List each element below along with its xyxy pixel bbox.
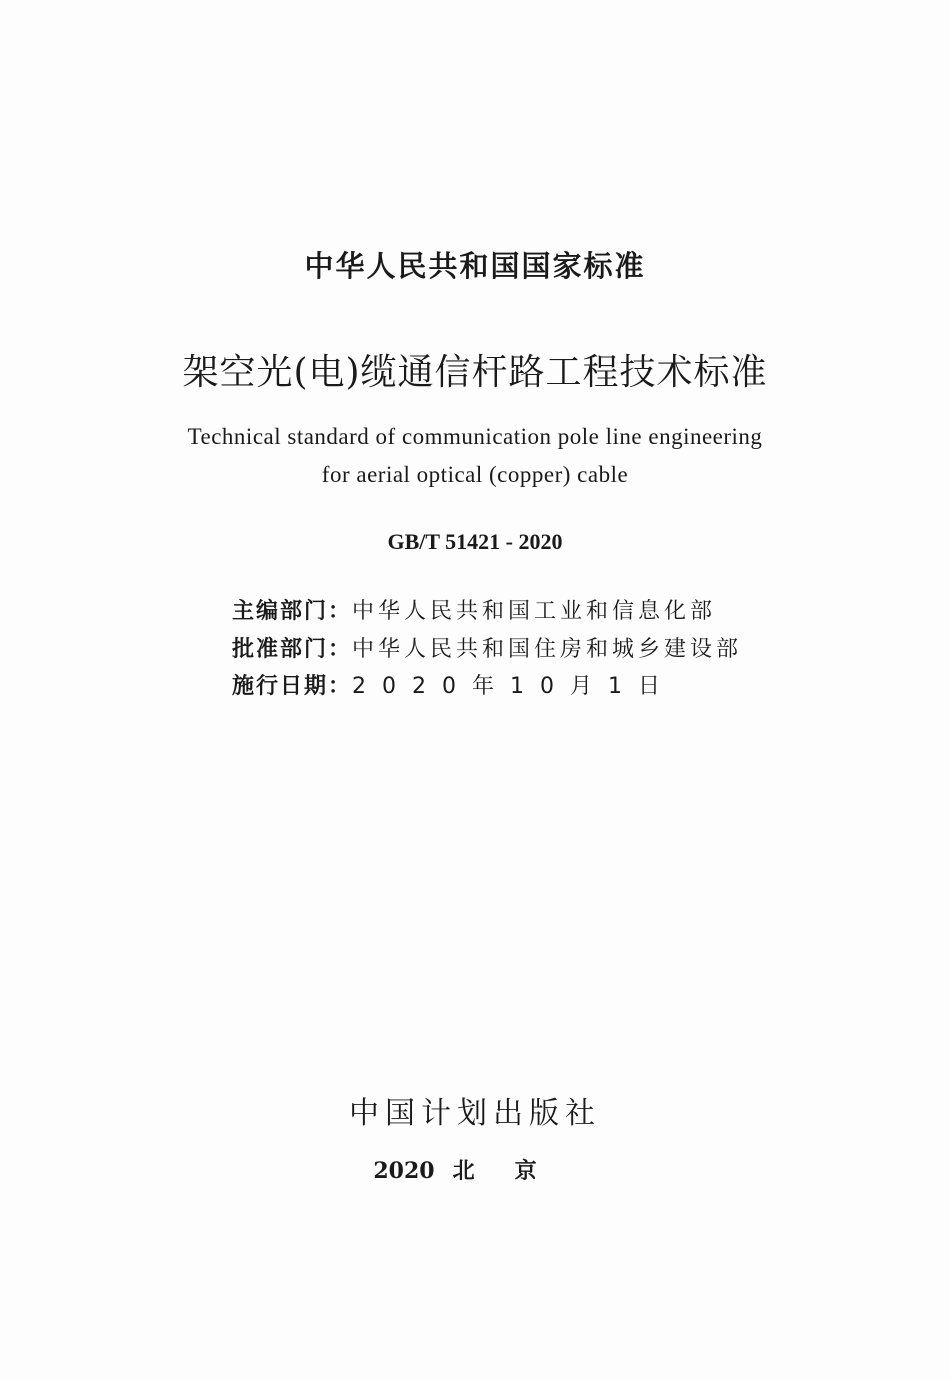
standard-number: GB/T 51421 - 2020 <box>387 529 563 554</box>
standard-series-heading: 中华人民共和国国家标准 <box>304 249 646 283</box>
publisher-name: 中国计划出版社 <box>349 1096 601 1131</box>
meta-label: 施行日期： <box>232 674 353 699</box>
publication-year: 2020 <box>373 1158 435 1184</box>
meta-label: 主编部门： <box>232 599 353 624</box>
publication-city: 北京 <box>452 1158 577 1184</box>
meta-chief-department <box>232 594 716 625</box>
meta-value: 中华人民共和国工业和信息化部 <box>352 599 717 624</box>
meta-label: 批准部门： <box>232 637 353 662</box>
meta-effective-date <box>232 669 676 700</box>
title-chinese: 架空光(电)缆通信杆路工程技术标准 <box>182 352 768 393</box>
meta-approving-department <box>232 632 742 663</box>
meta-value: 2020年10月1日 <box>352 674 676 699</box>
meta-value: 中华人民共和国住房和城乡建设部 <box>352 637 743 662</box>
title-english-line-1: Technical standard of communication pole line engineering <box>187 424 763 449</box>
publication-line <box>0 1154 950 1185</box>
title-english-line-2: for aerial optical (copper) cable <box>321 462 629 487</box>
